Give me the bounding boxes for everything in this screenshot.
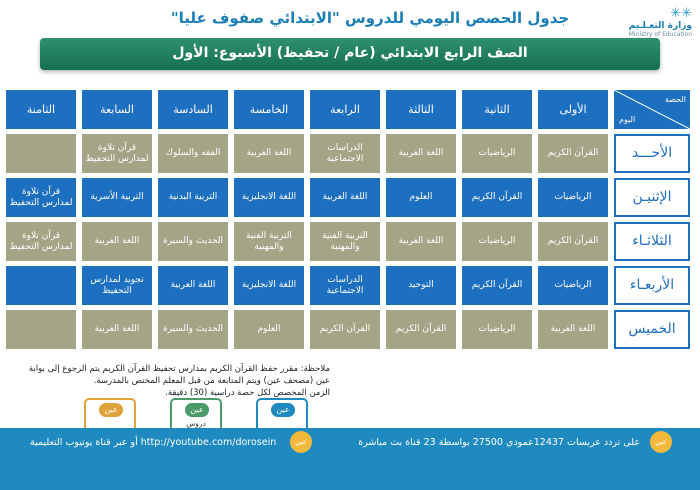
schedule-cell: الرياضيات bbox=[462, 310, 532, 349]
day-label: الإثنيـن bbox=[614, 178, 690, 217]
schedule-cell: التوحيد bbox=[386, 266, 456, 305]
schedule-cell: اللغة الانجليزية bbox=[234, 178, 304, 217]
page-header bbox=[0, 0, 700, 38]
footer-logo-left: عين bbox=[290, 431, 312, 453]
table-corner bbox=[614, 90, 690, 129]
schedule-cell: الرياضيات bbox=[538, 266, 608, 305]
period-header: الرابعة bbox=[310, 90, 380, 129]
schedule-cell: قرآن تلاوة لمدارس التحفيظ bbox=[6, 178, 76, 217]
schedule-cell: العلوم bbox=[386, 178, 456, 217]
note-line-1: ملاحظة: مقرر حفظ القرآن الكريم بمدارس تحفيظ القرآن الكريم يتم الرجوع إلى بوابة bbox=[28, 364, 330, 374]
schedule-cell: القرآن الكريم bbox=[462, 178, 532, 217]
schedule-cell: اللغة الانجليزية bbox=[234, 266, 304, 305]
footer bbox=[0, 428, 700, 490]
schedule-cell: الحديث والسيرة bbox=[158, 222, 228, 261]
schedule-cell: الحديث والسيرة bbox=[158, 310, 228, 349]
schedule-cell bbox=[6, 134, 76, 173]
schedule-cell: الرياضيات bbox=[462, 134, 532, 173]
schedule-cell: اللغة العربية bbox=[386, 222, 456, 261]
schedule-cell: القرآن الكريم bbox=[310, 310, 380, 349]
period-header: الخامسة bbox=[234, 90, 304, 129]
schedule-cell: التربية الفنية والمهنية bbox=[234, 222, 304, 261]
schedule-cell: اللغة العربية bbox=[538, 310, 608, 349]
schedule-cell: اللغة العربية bbox=[310, 178, 380, 217]
period-header: السادسة bbox=[158, 90, 228, 129]
footer-logo-right: عين bbox=[650, 431, 672, 453]
page-title: جدول الحصص اليومي للدروس "الابتدائي صفوف عليا" bbox=[170, 9, 570, 27]
period-header: الأولى bbox=[538, 90, 608, 129]
notes bbox=[10, 363, 330, 399]
schedule-cell: اللغة العربية bbox=[234, 134, 304, 173]
schedule-cell: القرآن الكريم bbox=[386, 310, 456, 349]
day-label: الأربعـاء bbox=[614, 266, 690, 305]
schedule-cell: الدراسات الاجتماعية bbox=[310, 134, 380, 173]
schedule-cell: قرآن تلاوة لمدارس التحفيظ bbox=[6, 222, 76, 261]
schedule-cell: اللغة العربية bbox=[82, 310, 152, 349]
corner-day-label: اليوم bbox=[619, 115, 636, 124]
schedule-cell: الرياضيات bbox=[538, 178, 608, 217]
schedule-table bbox=[10, 90, 690, 349]
schedule-cell bbox=[6, 266, 76, 305]
day-label: الأحـــد bbox=[614, 134, 690, 173]
schedule-cell: قرآن تلاوة لمدارس التحفيظ bbox=[82, 134, 152, 173]
note-line-3: الزمن المخصص لكل حصة دراسية (30) دقيقة. bbox=[165, 388, 330, 398]
schedule-cell: اللغة العربية bbox=[386, 134, 456, 173]
note-line-2: عين (مصحف عين) ويتم المتابعة من قبل المعلم المختص بالمدرسة. bbox=[93, 376, 330, 386]
schedule-cell: القرآن الكريم bbox=[538, 222, 608, 261]
schedule-cell: الفقه والسلوك bbox=[158, 134, 228, 173]
schedule-cell bbox=[6, 310, 76, 349]
ministry-name-en: Ministry of Education bbox=[628, 31, 692, 38]
ministry-name-ar: وزارة التعـلـيم bbox=[628, 21, 692, 31]
badge-secondary-mark: عين bbox=[99, 403, 123, 417]
schedule-cell: القرآن الكريم bbox=[462, 266, 532, 305]
class-banner-text: الصف الرابع الابتدائي (عام / تحفيظ) الأسبوع: الأول bbox=[172, 45, 528, 61]
schedule-cell: القرآن الكريم bbox=[538, 134, 608, 173]
schedule-cell: العلوم bbox=[234, 310, 304, 349]
period-header: الثامنة bbox=[6, 90, 76, 129]
footer-broadcast-info: على تردد عربسات 12437عمودي 27500 بواسطة 23 قناة بث مباشرة bbox=[358, 437, 640, 448]
schedule-cell: الدراسات الاجتماعية bbox=[310, 266, 380, 305]
period-header: الثالثة bbox=[386, 90, 456, 129]
schedule-cell: اللغة العربية bbox=[158, 266, 228, 305]
ministry-logo-icon: ✳✳ bbox=[670, 6, 692, 21]
schedule-cell: اللغة العربية bbox=[82, 222, 152, 261]
day-label: الخميس bbox=[614, 310, 690, 349]
schedule-cell: التربية الفنية والمهنية bbox=[310, 222, 380, 261]
badge-intermediate-label: دروس bbox=[186, 419, 206, 428]
ministry-logo bbox=[612, 6, 692, 36]
class-banner bbox=[40, 38, 660, 70]
corner-period-label: الحصة bbox=[664, 95, 686, 104]
badge-primary-mark: عين bbox=[271, 403, 295, 417]
footer-youtube-link[interactable]: أو عبر قناة يوتيوب التعليمية http://youtube.com/dorosein bbox=[30, 437, 277, 448]
schedule-cell: تجويد لمدارس التحفيظ bbox=[82, 266, 152, 305]
badge-intermediate-mark: عين bbox=[185, 403, 209, 417]
period-header: السابعة bbox=[82, 90, 152, 129]
period-header: الثانية bbox=[462, 90, 532, 129]
day-label: الثلاثـاء bbox=[614, 222, 690, 261]
schedule-cell: التربية البدنية bbox=[158, 178, 228, 217]
schedule-cell: الرياضيات bbox=[462, 222, 532, 261]
schedule-cell: التربية الأسرية bbox=[82, 178, 152, 217]
